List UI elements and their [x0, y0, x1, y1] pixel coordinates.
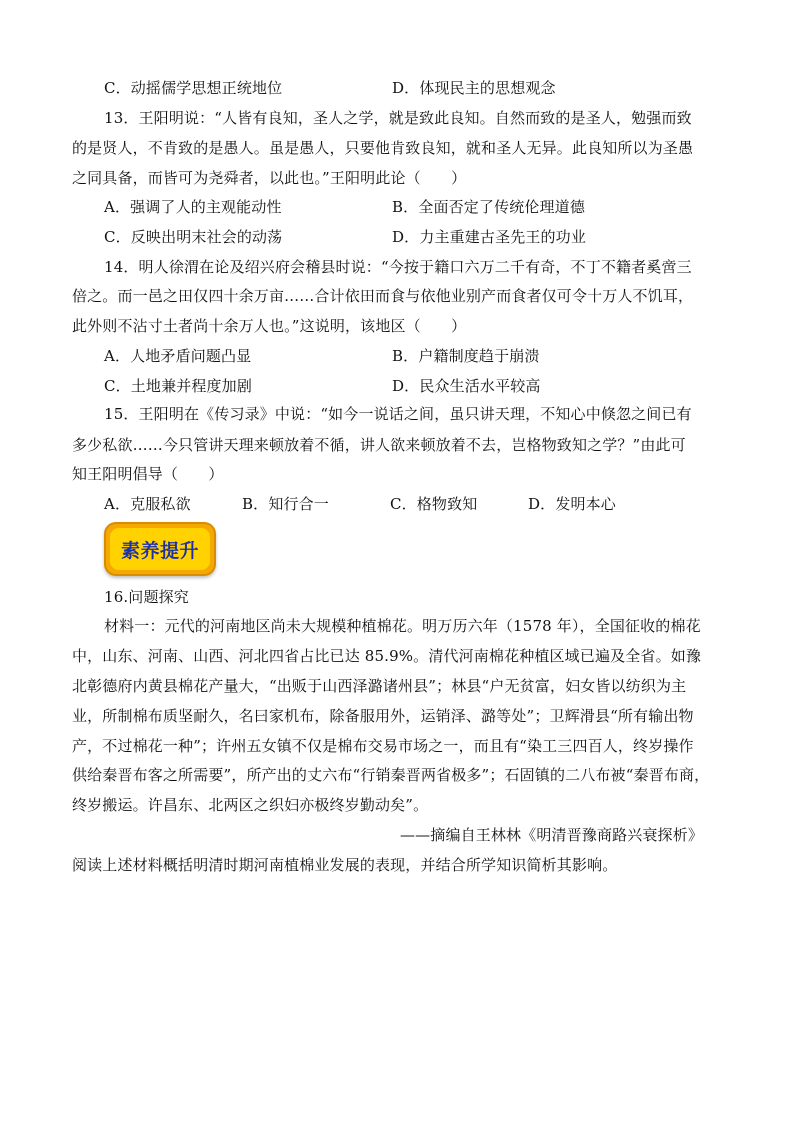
q15-stem-line-1: 15．王阳明在《传习录》中说：“如今一说话之间，虽只讲天理，不知心中倏忽之间已有	[104, 405, 692, 423]
q14-stem-line-3: 此外则不沾寸土者尚十余万人也。”这说明，该地区（ ）	[72, 317, 467, 335]
q14-option-a: A．人地矛盾问题凸显	[104, 347, 252, 365]
q16-question: 阅读上述材料概括明清时期河南植棉业发展的表现，并结合所学知识简析其影响。	[72, 856, 618, 874]
q14-option-d: D．民众生活水平较高	[392, 377, 541, 395]
q16-material-line-3: 北彰德府内黄县棉花产量大，“出贩于山西泽潞诸州县”；林县“户无贫富，妇女皆以纺织为主	[72, 677, 687, 695]
q14-stem-line-2: 倍之。而一邑之田仅四十余万亩……合计依田而食与依他业别产而食者仅可令十万人不饥耳，	[72, 287, 694, 305]
q13-stem-line-3: 之同具备，而皆可为尧舜者，以此也。”王阳明此论（ ）	[72, 169, 467, 187]
q14-options-row-ab	[0, 346, 794, 366]
q14-option-b: B．户籍制度趋于崩溃	[392, 347, 540, 365]
q13-option-d: D．力主重建古圣先王的功业	[392, 228, 586, 246]
q12-options-row-cd	[0, 78, 794, 98]
q14-stem-line-1: 14．明人徐渭在论及绍兴府会稽县时说：“今按于籍口六万二千有奇，不丁不籍者奚啻三	[104, 258, 692, 276]
q15-option-a: A．克服私欲	[104, 495, 191, 513]
q15-option-c: C．格物致知	[390, 495, 478, 513]
q16-material-line-6: 供给秦晋布客之所需要”，所产出的丈六布“行销秦晋两省极多”；石固镇的二八布被“秦晋布商，	[72, 766, 710, 784]
q16-heading: 16.问题探究	[104, 588, 189, 606]
q12-option-d: D．体现民主的思想观念	[392, 79, 556, 97]
q13-options-row-cd	[0, 227, 794, 247]
q16-material-line-5: 产，不过棉花一种”；许州五女镇不仅是棉布交易市场之一，而且有“染工三四百人，终岁操作	[72, 737, 694, 755]
section-badge	[104, 522, 216, 576]
section-badge-label: 素养提升	[120, 539, 199, 562]
q16-material-line-1: 材料一：元代的河南地区尚未大规模种植棉花。明万历六年（1578 年），全国征收的棉花	[104, 617, 701, 635]
q16-material-line-2: 中，山东、河南、山西、河北四省占比已达 85.9%。清代河南棉花种植区域已遍及全省。如豫	[72, 647, 702, 665]
section-badge-inner	[110, 528, 210, 570]
q15-stem-line-3: 知王阳明倡导（ ）	[72, 465, 224, 483]
q13-option-a: A．强调了人的主观能动性	[104, 198, 282, 216]
q16-material-line-4: 业，所制棉布质坚耐久，名曰家机布，除备服用外，运销泽、潞等处”；卫辉滑县“所有输出物	[72, 707, 694, 725]
q13-stem-line-1: 13．王阳明说：“人皆有良知，圣人之学，就是致此良知。自然而致的是圣人，勉强而致	[104, 109, 692, 127]
q15-option-b: B．知行合一	[242, 495, 329, 513]
q15-options-row	[0, 494, 794, 514]
q16-material-line-7: 终岁搬运。许昌东、北两区之织妇亦极终岁勤动矣”。	[72, 796, 429, 814]
q13-option-c: C．反映出明末社会的动荡	[104, 228, 283, 246]
q13-stem-line-2: 的是贤人，不肯致的是愚人。虽是愚人，只要他肯致良知，就和圣人无异。此良知所以为圣愚	[72, 139, 694, 157]
q12-option-c: C．动摇儒学思想正统地位	[104, 79, 283, 97]
q15-option-d: D．发明本心	[528, 495, 616, 513]
q14-option-c: C．土地兼并程度加剧	[104, 377, 252, 395]
q13-options-row-ab	[0, 197, 794, 217]
q13-option-b: B．全面否定了传统伦理道德	[392, 198, 585, 216]
q14-options-row-cd	[0, 376, 794, 396]
q16-source: ——摘编自王林林《明清晋豫商路兴衰探析》	[400, 826, 704, 844]
q15-stem-line-2: 多少私欲……今只管讲天理来顿放着不循，讲人欲来顿放着不去，岂格物致知之学？”由此可	[72, 436, 686, 454]
